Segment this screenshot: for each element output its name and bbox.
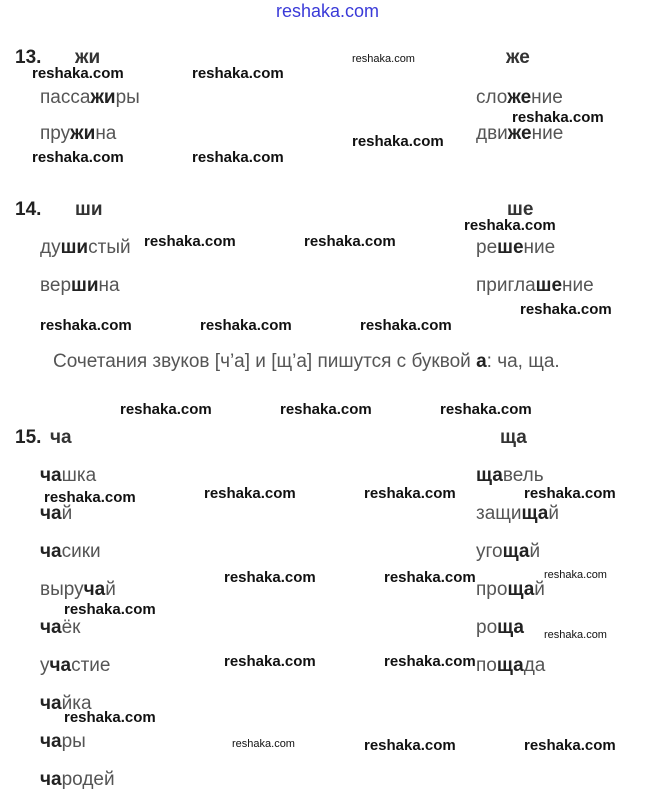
ex15-left-word-6: участие bbox=[40, 655, 111, 676]
ex15-left-word-9: чародей bbox=[40, 769, 115, 790]
watermark: reshaka.com bbox=[352, 53, 415, 65]
exercise-13-number: 13. bbox=[15, 47, 42, 68]
ex15-left-word-1: чашка bbox=[40, 465, 97, 486]
ex15-right-heading: ща bbox=[500, 427, 527, 448]
watermark: reshaka.com bbox=[224, 569, 316, 586]
ex15-left-word-4: выручай bbox=[40, 579, 116, 600]
watermark: reshaka.com bbox=[352, 133, 444, 150]
watermark: reshaka.com bbox=[192, 65, 284, 82]
watermark: reshaka.com bbox=[64, 601, 156, 618]
ex13-word-left-2: пружина bbox=[40, 123, 117, 144]
ex15-left-word-3: часики bbox=[40, 541, 101, 562]
watermark: reshaka.com bbox=[44, 489, 136, 506]
ex13-word-right-2: движение bbox=[476, 123, 564, 144]
ex14-word-right-2: приглашение bbox=[476, 275, 594, 296]
watermark: reshaka.com bbox=[200, 317, 292, 334]
ex15-right-word-6: пощада bbox=[476, 655, 546, 676]
watermark: reshaka.com bbox=[120, 401, 212, 418]
ex15-right-word-1: щавель bbox=[476, 465, 544, 486]
watermark: reshaka.com bbox=[364, 737, 456, 754]
ex15-left-heading: ча bbox=[50, 427, 72, 448]
ex15-right-word-2: защищай bbox=[476, 503, 559, 524]
watermark: reshaka.com bbox=[64, 709, 156, 726]
ex13-word-right-1: сложение bbox=[476, 87, 563, 108]
watermark: reshaka.com bbox=[544, 569, 607, 581]
ex14-left-heading: ши bbox=[75, 199, 103, 220]
exercise-14-number: 14. bbox=[15, 199, 42, 220]
watermark: reshaka.com bbox=[524, 485, 616, 502]
ex15-left-word-8: чары bbox=[40, 731, 86, 752]
ex14-word-right-1: решение bbox=[476, 237, 556, 258]
ex15-left-word-7: чайка bbox=[40, 693, 92, 714]
ex15-left-word-5: чаёк bbox=[40, 617, 81, 638]
ex14-word-left-1: душистый bbox=[40, 237, 131, 258]
ex15-left-word-2: чай bbox=[40, 503, 73, 524]
watermark: reshaka.com bbox=[232, 738, 295, 750]
watermark: reshaka.com bbox=[204, 485, 296, 502]
ex14-right-heading: ше bbox=[507, 199, 534, 220]
site-header-watermark: reshaka.com bbox=[276, 1, 380, 21]
exercise-15-number: 15. bbox=[15, 427, 42, 448]
ex15-right-word-4: прощай bbox=[476, 579, 545, 600]
watermark: reshaka.com bbox=[32, 149, 124, 166]
watermark: reshaka.com bbox=[360, 317, 452, 334]
ex15-right-word-3: угощай bbox=[476, 541, 541, 562]
watermark: reshaka.com bbox=[280, 401, 372, 418]
watermark: reshaka.com bbox=[384, 653, 476, 670]
watermark: reshaka.com bbox=[524, 737, 616, 754]
watermark: reshaka.com bbox=[304, 233, 396, 250]
watermark: reshaka.com bbox=[364, 485, 456, 502]
watermark: reshaka.com bbox=[512, 109, 604, 126]
watermark: reshaka.com bbox=[544, 629, 607, 641]
watermark: reshaka.com bbox=[32, 65, 124, 82]
ex13-word-left-1: пассажиры bbox=[40, 87, 140, 108]
ex15-right-word-5: роща bbox=[476, 617, 524, 638]
watermark: reshaka.com bbox=[384, 569, 476, 586]
ex13-left-heading: жи bbox=[75, 47, 101, 68]
watermark: reshaka.com bbox=[464, 217, 556, 234]
watermark: reshaka.com bbox=[224, 653, 316, 670]
ex14-word-left-2: вершина bbox=[40, 275, 120, 296]
watermark: reshaka.com bbox=[144, 233, 236, 250]
watermark: reshaka.com bbox=[192, 149, 284, 166]
watermark: reshaka.com bbox=[40, 317, 132, 334]
watermark: reshaka.com bbox=[440, 401, 532, 418]
watermark: reshaka.com bbox=[520, 301, 612, 318]
spelling-rule: Сочетания звуков [ч’а] и [щ’а] пишутся с буквой а: ча, ща. bbox=[53, 351, 560, 372]
ex13-right-heading: же bbox=[506, 47, 530, 68]
